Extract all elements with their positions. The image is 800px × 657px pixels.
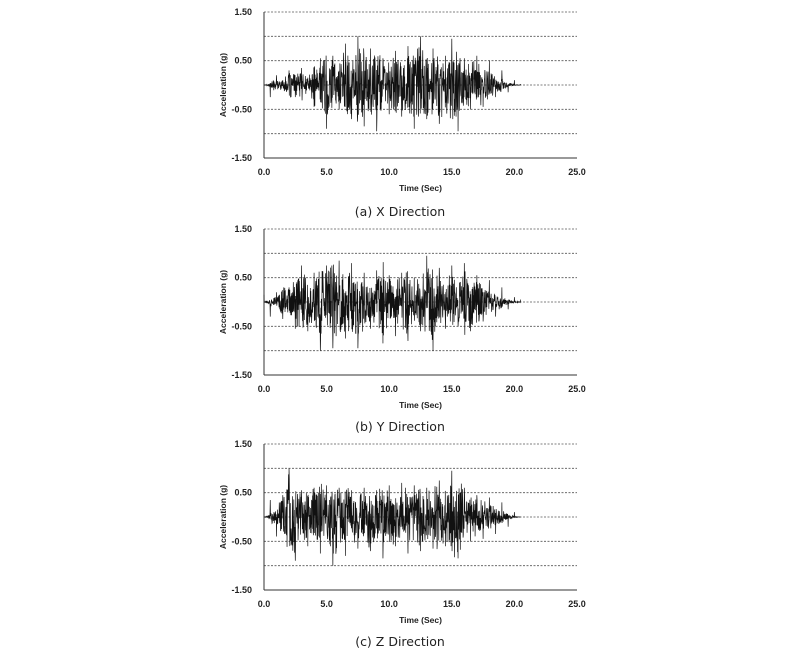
x-tick-label: 10.0 <box>380 384 398 394</box>
x-tick-label: 20.0 <box>505 167 524 177</box>
x-tick-label: 5.0 <box>320 599 333 609</box>
x-axis-title: Time (Sec) <box>399 615 442 625</box>
chart-x <box>0 0 800 195</box>
x-tick-label: 0.0 <box>257 599 271 609</box>
y-tick-label: 1.50 <box>234 7 252 17</box>
x-tick-label: 25.0 <box>568 384 586 394</box>
chart-caption: (b) Y Direction <box>355 419 445 434</box>
x-tick-label: 5.0 <box>320 167 333 177</box>
y-axis-title: Acceleration (g) <box>218 484 228 550</box>
x-tick-label: 5.0 <box>320 384 333 394</box>
y-tick-label: 1.50 <box>234 224 252 234</box>
y-tick-label: 1.50 <box>234 439 252 449</box>
y-tick-label: -0.50 <box>231 321 252 332</box>
acceleration-trace <box>264 36 521 131</box>
y-tick-label: 0.50 <box>234 272 252 283</box>
x-tick-label: 20.0 <box>505 384 524 394</box>
x-tick-label: 15.0 <box>443 167 461 177</box>
x-axis-title: Time (Sec) <box>399 400 442 410</box>
y-tick-label: 0.50 <box>234 55 252 66</box>
chart-panel-z <box>0 432 800 657</box>
chart-panel-y <box>0 217 800 432</box>
x-tick-label: 10.0 <box>380 599 398 609</box>
x-axis-title: Time (Sec) <box>399 183 442 193</box>
y-tick-label: -1.50 <box>231 370 252 380</box>
chart-panel-x <box>0 0 800 219</box>
x-tick-label: 15.0 <box>443 599 461 609</box>
y-tick-label: -0.50 <box>231 104 252 115</box>
y-tick-label: -1.50 <box>231 153 252 163</box>
x-tick-label: 20.0 <box>505 599 524 609</box>
chart-z <box>0 432 800 627</box>
y-tick-label: 0.50 <box>234 487 252 498</box>
chart-caption: (a) X Direction <box>354 204 446 219</box>
acceleration-trace <box>264 468 521 565</box>
y-tick-label: -1.50 <box>231 585 252 595</box>
chart-y <box>0 217 800 412</box>
x-tick-label: 15.0 <box>443 384 461 394</box>
x-tick-label: 0.0 <box>257 167 271 177</box>
x-tick-label: 0.0 <box>257 384 271 394</box>
x-tick-label: 25.0 <box>568 599 586 609</box>
acceleration-trace <box>264 256 521 351</box>
y-axis-title: Acceleration (g) <box>218 269 228 335</box>
x-tick-label: 25.0 <box>568 167 586 177</box>
x-tick-label: 10.0 <box>380 167 398 177</box>
y-axis-title: Acceleration (g) <box>218 52 228 118</box>
chart-caption: (c) Z Direction <box>355 634 445 649</box>
y-tick-label: -0.50 <box>231 536 252 547</box>
